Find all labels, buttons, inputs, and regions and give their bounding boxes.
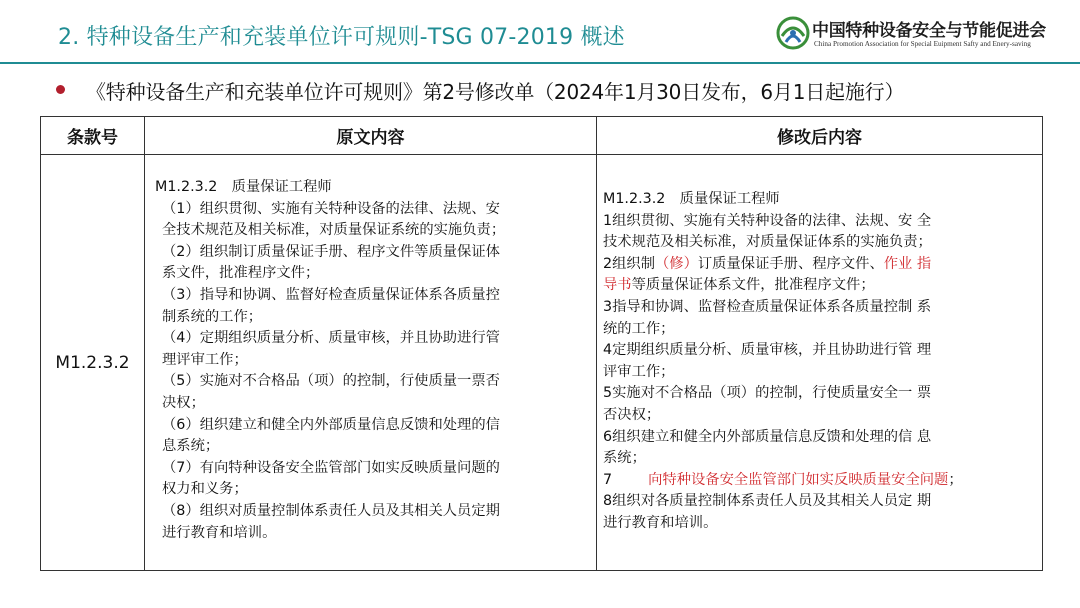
bullet-text: 《特种设备生产和充装单位许可规则》第2号修改单（2024年1月30日发布，6月1日起施行） [86, 80, 905, 104]
revised-line: 5实施对不合格品（项）的控制，行使质量安全一 票 [603, 385, 932, 402]
revised-line: 1组织贯彻、实施有关特种设备的法律、法规、安 全 [603, 212, 932, 229]
original-content [145, 155, 596, 544]
original-line: 权力和义务； [162, 481, 248, 498]
revised-text: 7 [603, 471, 613, 488]
revised-line: 技术规范及相关标准，对质量保证体系的实施负责； [603, 234, 932, 251]
original-line: 进行教育和培训。 [162, 524, 277, 541]
revised-text: 等质量保证体系文件，批准程序文件； [631, 277, 875, 294]
revised-line: 6组织建立和健全内外部质量信息反馈和处理的信 息 [603, 428, 932, 445]
revised-line: 4定期组织质量分析、质量审核，并且协助进行管 理 [603, 342, 932, 359]
bullet-dot-icon [56, 85, 65, 94]
revised-text: 订质量保证手册、程序文件、 [697, 255, 884, 272]
revised-content-cell [597, 155, 1043, 571]
revised-insert: 向特种设备安全监管部门如实反映质量安全问题 [648, 471, 949, 488]
revised-insert: 导书 [603, 277, 632, 294]
original-line: （3）指导和协调、监督好检查质量保证体系各质量控 [162, 286, 500, 303]
table-row [41, 155, 1043, 571]
revised-content [597, 155, 1042, 535]
revised-line [603, 254, 1036, 276]
revised-text: 2组织制 [603, 255, 655, 272]
revised-line [603, 470, 1036, 492]
original-line: 系文件，批准程序文件； [162, 265, 320, 282]
original-line: （1）组织贯彻、实施有关特种设备的法律、法规、安 [162, 200, 500, 217]
original-line: 决权； [162, 394, 205, 411]
original-line: 制系统的工作； [162, 308, 263, 325]
header-clause: 条款号 [41, 117, 145, 155]
clause-number: M1.2.3.2 [41, 155, 145, 571]
amendment-table [40, 116, 1043, 571]
revised-line: 进行教育和培训。 [603, 514, 718, 531]
original-line: （6）组织建立和健全内外部质量信息反馈和处理的信 [162, 416, 500, 433]
logo-emblem-icon [776, 16, 810, 50]
header-original: 原文内容 [145, 117, 597, 155]
page-title: 2. 特种设备生产和充装单位许可规则-TSG 07-2019 概述 [58, 25, 625, 50]
revised-line: 评审工作； [603, 363, 675, 380]
revised-insert: （修） [655, 255, 698, 272]
original-line: （2）组织制订质量保证手册、程序文件等质量保证体 [162, 243, 500, 260]
logo-name: 中国特种设备安全与节能促进会 [812, 21, 1046, 41]
table-header-row [41, 117, 1043, 155]
original-line: 全技术规范及相关标准，对质量保证系统的实施负责； [162, 222, 506, 239]
revised-line: M1.2.3.2 质量保证工程师 [603, 191, 780, 207]
association-logo [776, 14, 1066, 54]
title-divider [0, 62, 1080, 64]
revised-insert: 作业 指 [883, 255, 932, 272]
header-revised: 修改后内容 [597, 117, 1043, 155]
revised-line: 统的工作； [603, 320, 675, 337]
original-content-cell [145, 155, 597, 571]
original-line: M1.2.3.2 质量保证工程师 [155, 179, 332, 195]
revised-text: ； [948, 471, 963, 488]
revised-line: 3指导和协调、监督检查质量保证体系各质量控制 系 [603, 298, 932, 315]
revised-line: 8组织对各质量控制体系责任人员及其相关人员定 期 [603, 493, 932, 510]
revised-line [603, 275, 1036, 297]
revised-line: 否决权； [603, 406, 661, 423]
logo-subtitle: China Promotion Association for Special Euipment Safty and Enery-saving [814, 40, 1031, 48]
original-line: （8）组织对质量控制体系责任人员及其相关人员定期 [162, 502, 500, 519]
original-line: （4）定期组织质量分析、质量审核，并且协助进行管 [162, 330, 500, 347]
original-line: （7）有向特种设备安全监管部门如实反映质量问题的 [162, 459, 500, 476]
title-bar [0, 0, 1080, 62]
original-line: 息系统； [162, 438, 220, 455]
original-line: （5）实施对不合格品（项）的控制，行使质量一票否 [162, 373, 500, 390]
revised-line: 系统； [603, 450, 646, 467]
original-line: 理评审工作； [162, 351, 248, 368]
